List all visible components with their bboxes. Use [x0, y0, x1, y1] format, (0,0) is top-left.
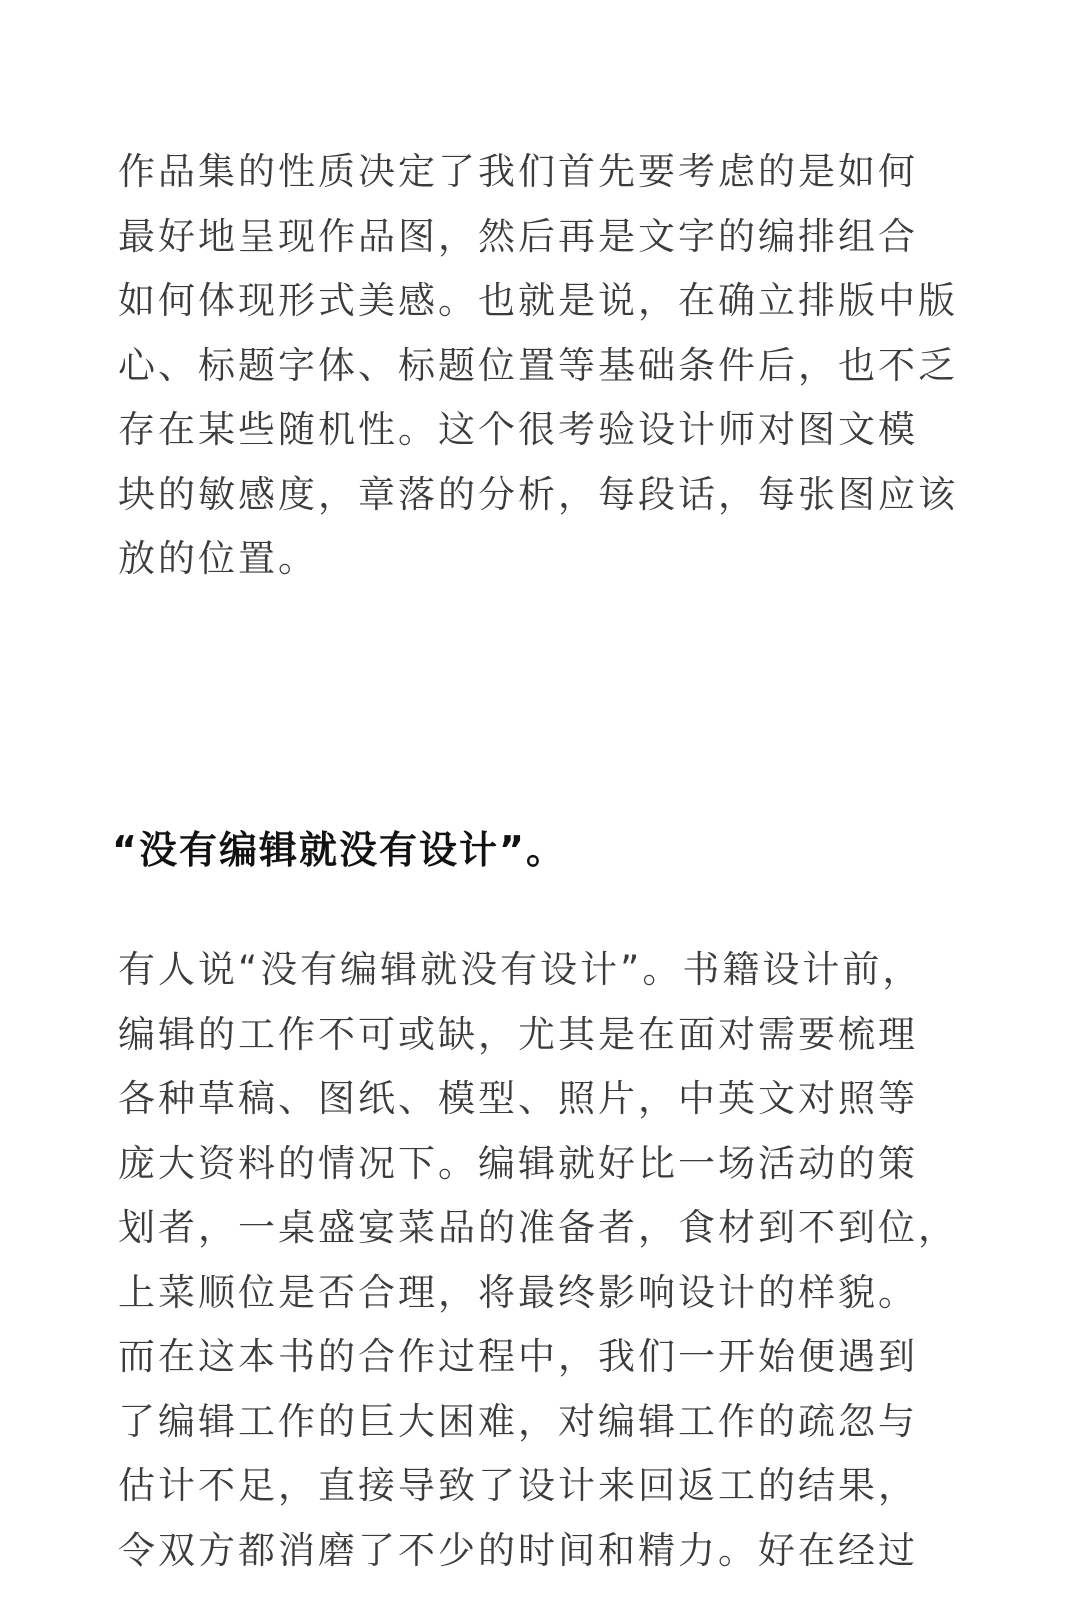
section-heading: “没有编辑就没有设计”。	[112, 828, 566, 872]
paragraph-line: 如何体现形式美感。也就是说，在确立排版中版	[118, 279, 958, 322]
paragraph-line: 有人说“没有编辑就没有设计”。书籍设计前，	[118, 948, 923, 991]
paragraph-line: 令双方都消磨了不少的时间和精力。好在经过	[118, 1528, 918, 1572]
paragraph-line: 庞大资料的情况下。编辑就好比一场活动的策	[118, 1141, 918, 1185]
paragraph-line: 上菜顺位是否合理，将最终影响设计的样貌。	[118, 1270, 918, 1314]
paragraph-line: 作品集的性质决定了我们首先要考虑的是如何	[118, 150, 918, 193]
paragraph-line: 划者，一桌盛宴菜品的准备者，食材到不到位，	[118, 1206, 958, 1249]
paragraph-line: 估计不足，直接导致了设计来回返工的结果，	[118, 1464, 918, 1507]
paragraph-line: 放的位置。	[118, 537, 318, 580]
paragraph-line: 而在这本书的合作过程中，我们一开始便遇到	[118, 1335, 918, 1378]
paragraph-line: 了编辑工作的巨大困难，对编辑工作的疏忽与	[118, 1399, 918, 1443]
paragraph-line: 最好地呈现作品图，然后再是文字的编排组合	[118, 214, 918, 258]
paragraph-line: 存在某些随机性。这个很考验设计师对图文模	[118, 408, 918, 451]
paragraph-line: 各种草稿、图纸、模型、照片，中英文对照等	[118, 1077, 918, 1120]
intro-paragraph	[118, 140, 958, 592]
paragraph-line: 块的敏感度，章落的分析，每段话，每张图应该	[118, 472, 958, 516]
paragraph-line: 心、标题字体、标题位置等基础条件后，也不乏	[118, 343, 958, 387]
body-paragraph	[118, 938, 958, 1583]
paragraph-line: 编辑的工作不可或缺，尤其是在面对需要梳理	[118, 1012, 918, 1056]
